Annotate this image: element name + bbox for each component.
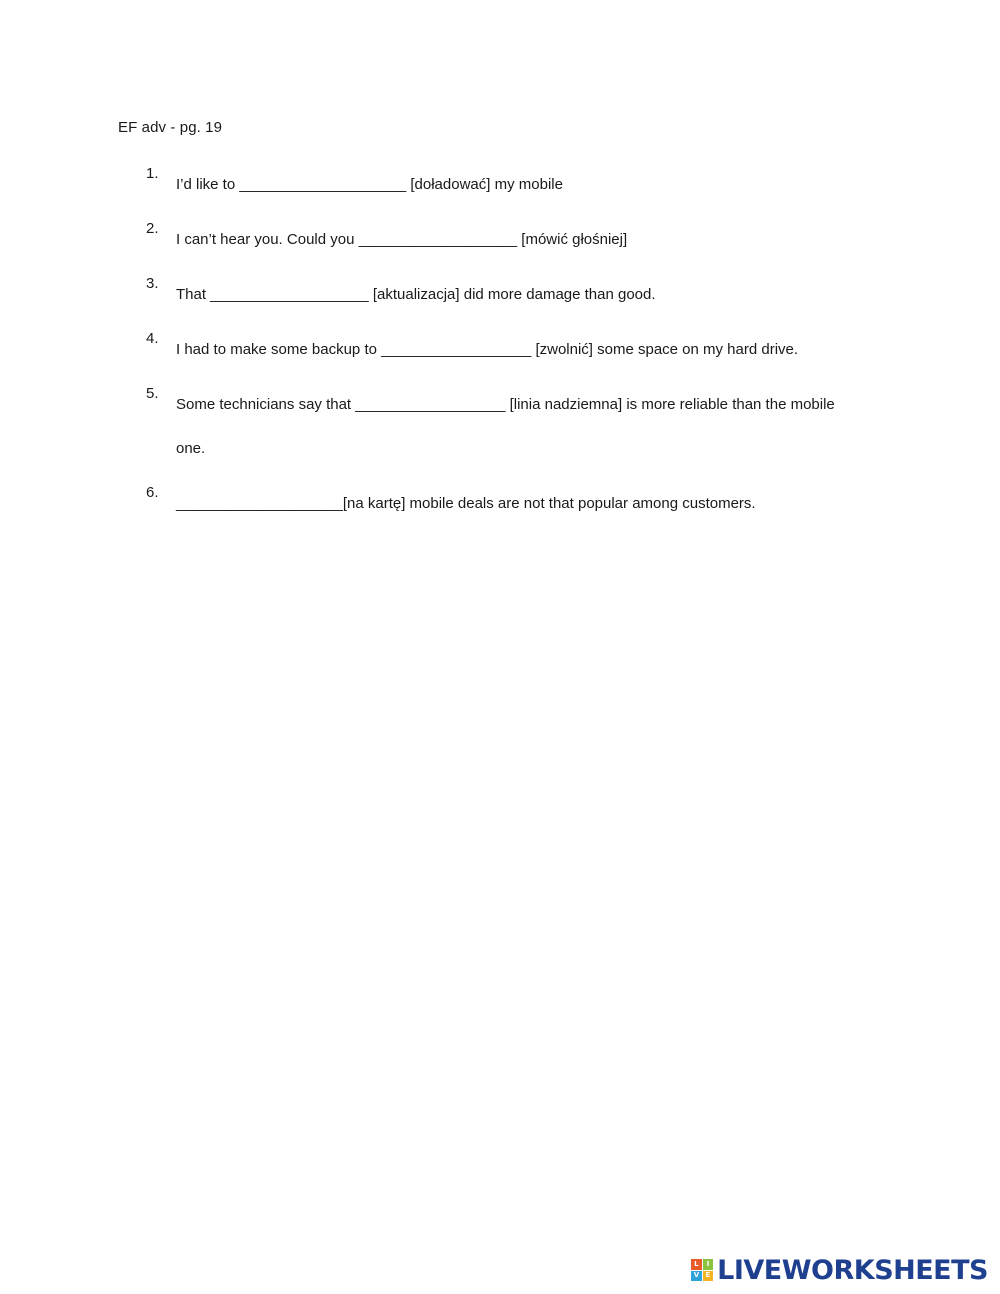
logo-tile: V xyxy=(691,1271,702,1282)
exercise-item-2 xyxy=(146,218,946,262)
exercise-item-5 xyxy=(146,383,946,471)
page-title: EF adv - pg. 19 xyxy=(118,119,223,136)
brand-name: LIVEWORKSHEETS xyxy=(717,1254,988,1286)
exercise-item-4 xyxy=(146,328,946,372)
exercise-number: 2. xyxy=(146,220,159,237)
liveworksheets-logo-icon xyxy=(691,1259,713,1281)
exercise-text: That ___________________ [aktualizacja] did more damage than good. xyxy=(176,286,656,303)
logo-tile: I xyxy=(703,1259,714,1270)
exercise-number: 5. xyxy=(146,385,159,402)
exercise-item-3 xyxy=(146,273,946,317)
liveworksheets-brand xyxy=(691,1252,988,1288)
exercise-text: I’d like to ____________________ [doładować] my mobile xyxy=(176,176,563,193)
exercise-item-1 xyxy=(146,163,946,207)
exercise-number: 4. xyxy=(146,330,159,347)
exercise-text: I can’t hear you. Could you ___________________ [mówić głośniej] xyxy=(176,231,628,248)
logo-tile: L xyxy=(691,1259,702,1270)
logo-tile: E xyxy=(703,1271,714,1282)
exercise-number: 1. xyxy=(146,165,159,182)
exercise-number: 6. xyxy=(146,484,159,501)
exercise-text: ____________________[na kartę] mobile deals are not that popular among customers. xyxy=(176,495,756,512)
exercise-text: I had to make some backup to __________________ [zwolnić] some space on my hard drive. xyxy=(176,341,799,358)
exercise-item-6 xyxy=(146,482,946,526)
exercise-number: 3. xyxy=(146,275,159,292)
exercise-text: Some technicians say that __________________ [linia nadziemna] is more reliable than the mobile one. xyxy=(176,396,835,457)
exercise-list xyxy=(146,165,946,548)
